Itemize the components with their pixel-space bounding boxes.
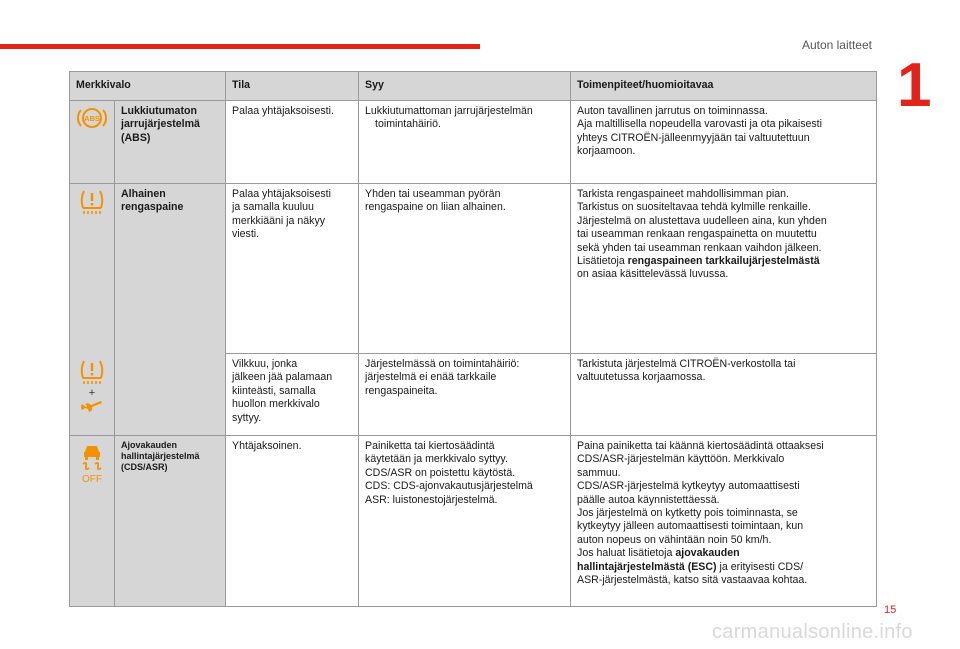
syy-cell: Yhden tai useamman pyörän rengaspaine on liian alhainen. [359, 184, 571, 354]
icon-cell [70, 101, 115, 184]
table-row [70, 101, 877, 184]
tila-cell: Yhtäjaksoinen. [226, 436, 359, 607]
toimenpiteet-cell: Paina painiketta tai käännä kiertosäädintä ottaaksesi CDS/ASR-järjestelmän käyttöön. Merkkivalo sammuu. CDS/ASR-järjestelmä kytkeytyy automaattisesti päälle autoa käynnistettäessä. Jos järjestelmä on kytketty pois toiminnasta, se kytkeytyy jälleen automaattisesti toimintaan, kun auton nopeus on vähintään noin 50 km/h. Jos haluat lisätietoja ajovakauden hallintajärjestelmästä (ESC) ja erityisesti CDS/ ASR-järjestelmästä, katso sitä vastaavaa kohtaa. [571, 436, 877, 607]
toimenpiteet-cell: Tarkistuta järjestelmä CITROËN-verkostolla tai valtuutetussa korjaamossa. [571, 354, 877, 436]
tyre-pressure-icon [77, 188, 107, 216]
icon-cell [70, 184, 115, 354]
watermark: carmanualsonline.info [712, 621, 913, 643]
column-header-tila: Tila [226, 72, 359, 101]
plus-sign: + [88, 386, 96, 399]
table-row [70, 184, 877, 354]
syy-cell: Järjestelmässä on toimintahäiriö: järjestelmä ei enää tarkkaile rengaspaineita. [359, 354, 571, 436]
wrench-icon [79, 400, 105, 414]
column-header-syy: Syy [359, 72, 571, 101]
chapter-number: 1 [897, 51, 932, 120]
tila-cell: Palaa yhtäjaksoisesti ja samalla kuuluu merkkiääni ja näkyy viesti. [226, 184, 359, 354]
tila-cell: Palaa yhtäjaksoisesti. [226, 101, 359, 184]
syy-cell: Painiketta tai kiertosäädintä käytetään ja merkkivalo syttyy. CDS/ASR on poistettu käytöstä. CDS: CDS-ajonvakautusjärjestelmä ASR: luistonestojärjestelmä. [359, 436, 571, 607]
svg-text:ABS: ABS [84, 114, 100, 123]
warning-name: Ajovakauden hallintajärjestelmä (CDS/ASR) [115, 436, 226, 607]
tila-cell: Vilkkuu, jonka jälkeen jää palamaan kiinteästi, samalla huollon merkkivalo syttyy. [226, 354, 359, 436]
warning-lights-table [69, 71, 877, 607]
header-accent-bar [0, 44, 480, 49]
table-row [70, 436, 877, 607]
tyre-pressure-icon [77, 358, 107, 386]
page-number: 15 [884, 604, 897, 616]
column-header-merkkivalo: Merkkivalo [70, 72, 226, 101]
toimenpiteet-cell: Auton tavallinen jarrutus on toiminnassa. Aja maltillisella nopeudella varovasti ja ota pikaisesti yhteys CITROËN-jälleenmyyjään tai valtuutettuun korjaamoon. [571, 101, 877, 184]
warning-name: Lukkiutumaton jarrujärjestelmä (ABS) [115, 101, 226, 184]
svg-text:OFF: OFF [82, 474, 102, 484]
esc-off-icon [77, 440, 107, 484]
icon-cell [70, 436, 115, 607]
syy-cell: Lukkiutumattoman jarrujärjestelmän toimintahäiriö. [359, 101, 571, 184]
column-header-toimenpiteet: Toimenpiteet/huomioitavaa [571, 72, 877, 101]
toimenpiteet-cell: Tarkista rengaspaineet mahdollisimman pian. Tarkistus on suositeltavaa tehdä kylmille renkaille. Järjestelmä on alustettava uudelleen aina, kun yhden tai useamman renkaan rengaspainetta on muutettu sekä yhden tai useamman renkaan vaihdon jälkeen. Lisätietoja rengaspaineen tarkkailujärjestelmästä on asiaa käsittelevässä luvussa. [571, 184, 877, 354]
icon-cell [70, 354, 115, 436]
table-header-row [70, 72, 877, 101]
warning-name: Alhainen rengaspaine [115, 184, 226, 436]
abs-warning-icon [77, 105, 107, 131]
section-title: Auton laitteet [801, 38, 872, 52]
